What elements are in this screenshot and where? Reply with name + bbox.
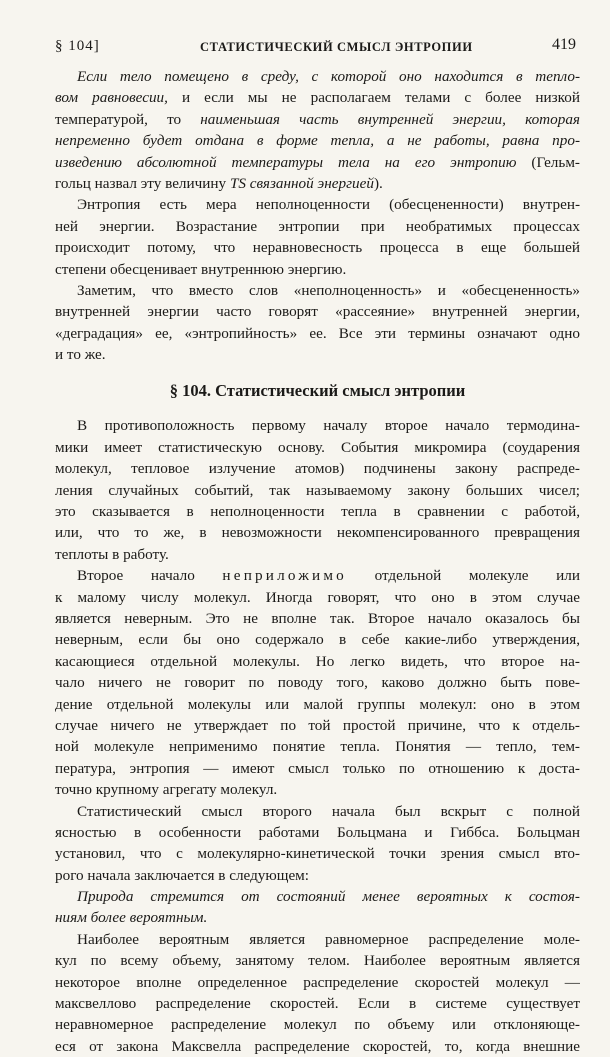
text-line [55,736,580,757]
text-block-top [55,66,580,365]
text-line [55,458,580,479]
running-head-section: § 104] [55,38,100,54]
italic-text: Если тело помещено в среду, с которой оно находится в тепло- [77,68,580,85]
text-line [55,152,580,173]
text-line [55,629,580,650]
italic-text: изведению абсолютной температуры тела на его энтропию [55,153,517,171]
body-text: «деградация» ее, «энтропийность» ее. Все эти термины означают одно [55,324,580,342]
text-line [55,758,580,779]
body-text: случае ничего не утверждает по той простой причине, что к отдель- [55,716,580,734]
body-text: и если мы не располагаем телами с более низкой [167,89,580,107]
text-line [55,715,580,736]
body-text: ной молекуле неприменимо понятие тепла. Понятия — тепло, тем- [55,738,580,756]
text-line [55,344,580,365]
text-line [55,886,580,907]
text-line [55,173,580,194]
body-text: неравномерное распределение молекул по объему или отклоняюще- [55,1016,580,1034]
body-text: молекул, тепловое излучение атомов) подчинены закону распреде- [55,460,580,478]
italic-text: TS связанной энергией [229,174,374,192]
body-text: к малому числу молекул. Иногда говорят, что оно в этом случае [55,588,580,606]
body-text: ления случайных событий, так называемому закону больших чисел; [55,481,580,499]
body-text: Второе начало [77,567,223,585]
text-line [55,565,580,586]
text-line [55,694,580,715]
body-text: еся от закона Максвелла распределение скоростей, то, когда внешние [55,1037,580,1055]
text-line [55,301,580,322]
text-line [55,1014,580,1035]
text-line [55,651,580,672]
body-text: это сказывается в неполноценности тепла в сравнении с работой, [55,503,580,521]
body-text: температурой, то [55,110,201,128]
body-text: касающиеся отдельной молекулы. Но легко видеть, что второе на- [55,652,580,670]
text-line [55,950,580,971]
body-text: Заметим, что вместо слов «неполноценность» и «обесцененность» [77,281,580,299]
text-line [55,993,580,1014]
text-line [55,822,580,843]
text-line [55,608,580,629]
body-text: Наиболее вероятным является равномерное распределение моле- [77,930,580,948]
text-line [55,779,580,800]
italic-text: ниям более вероятным. [55,909,208,927]
body-text: ясностью в особенности работами Больцмана и Гиббса. Больцман [55,823,580,841]
page-number: 419 [552,36,576,53]
body-text: чало ничего не говорит по поводу того, каково должно быть пове- [55,674,580,692]
body-text: максвеллово распределение скоростей. Если в системе существует [55,995,580,1013]
text-line [55,87,580,108]
text-line [55,480,580,501]
text-line [55,501,580,522]
body-text: рого начала заключается в следующем: [55,866,310,884]
body-text: происходит потому, что неравновесность процесса в еще большей [55,239,580,257]
text-line [55,907,580,928]
body-text: степени обесценивает внутреннюю энергию. [55,260,347,278]
text-line [55,544,580,565]
body-text: дение отдельной молекулы или малой группы молекул: оно в этом [55,695,580,713]
body-text: кул по всему объему, занятому телом. Наиболее вероятным является [55,952,580,970]
body-text: ней энергии. Возрастание энтропии при необратимых процессах [55,217,580,235]
body-text: неверным, если бы оно содержало в себе какие-либо утверждения, [55,631,580,649]
body-text: теплоты в работу. [55,545,169,563]
text-line [55,437,580,458]
body-text: В противоположность первому началу второе начало термодина- [77,417,580,435]
body-text: ). [373,174,383,192]
spaced-emphasis-text: неприложимо [222,567,347,585]
body-text: внутренней энергии часто говорят «рассеяние» внутренней энергии, [55,303,580,321]
text-line [55,259,580,280]
body-text: мики имеет статистическую основу. События микромира (соударения [55,438,580,456]
text-line [55,109,580,130]
text-line [55,415,580,436]
running-head-title: СТАТИСТИЧЕСКИЙ СМЫСЛ ЭНТРОПИИ [200,40,473,54]
body-text: пература, энтропия — имеют смысл только по отношению к доста- [55,759,580,777]
italic-text: непременно будет отдана в форме тепла, а не работы, равна про- [55,132,580,150]
italic-text: вом равновесии, [55,89,168,107]
text-line [55,237,580,258]
text-line [55,843,580,864]
text-line [55,672,580,693]
body-text: точно крупному агрегату молекул. [55,781,278,799]
body-text: Энтропия есть мера неполноценности (обесцененности) внутрен- [77,196,580,214]
text-block-bottom [55,415,580,1057]
text-line [55,522,580,543]
text-line [55,587,580,608]
body-text: отдельной молекуле или [346,567,580,585]
body-text: (Гельм- [516,153,580,171]
text-line [55,1036,580,1057]
body-text: или, что то же, в невозможности некомпенсированного превращения [55,524,580,542]
text-line [55,194,580,215]
text-line [55,801,580,822]
text-line [55,929,580,950]
text-line [55,216,580,237]
italic-text: наименьшая часть внутренней энергии, которая [200,110,580,128]
italic-text: Природа стремится от состояний менее вероятных к состоя- [77,888,580,906]
body-text: Статистический смысл второго начала был вскрыт с полной [77,802,580,820]
body-text: является неверным. Это не вполне так. Второе начало оказалось бы [55,609,580,627]
text-line [55,865,580,886]
section-heading: § 104. Статистический смысл энтропии [169,381,466,401]
text-line [55,66,580,87]
text-line [55,323,580,344]
text-line [55,280,580,301]
body-text: гольц назвал эту величину [55,174,230,192]
text-line [55,130,580,151]
text-line [55,972,580,993]
body-text: и то же. [55,346,106,364]
body-text: некоторое вполне определенное распределение скоростей молекул — [55,973,580,991]
running-head [55,36,580,66]
body-text: установил, что с молекулярно-кинетической точки зрения смысл вто- [55,845,580,863]
